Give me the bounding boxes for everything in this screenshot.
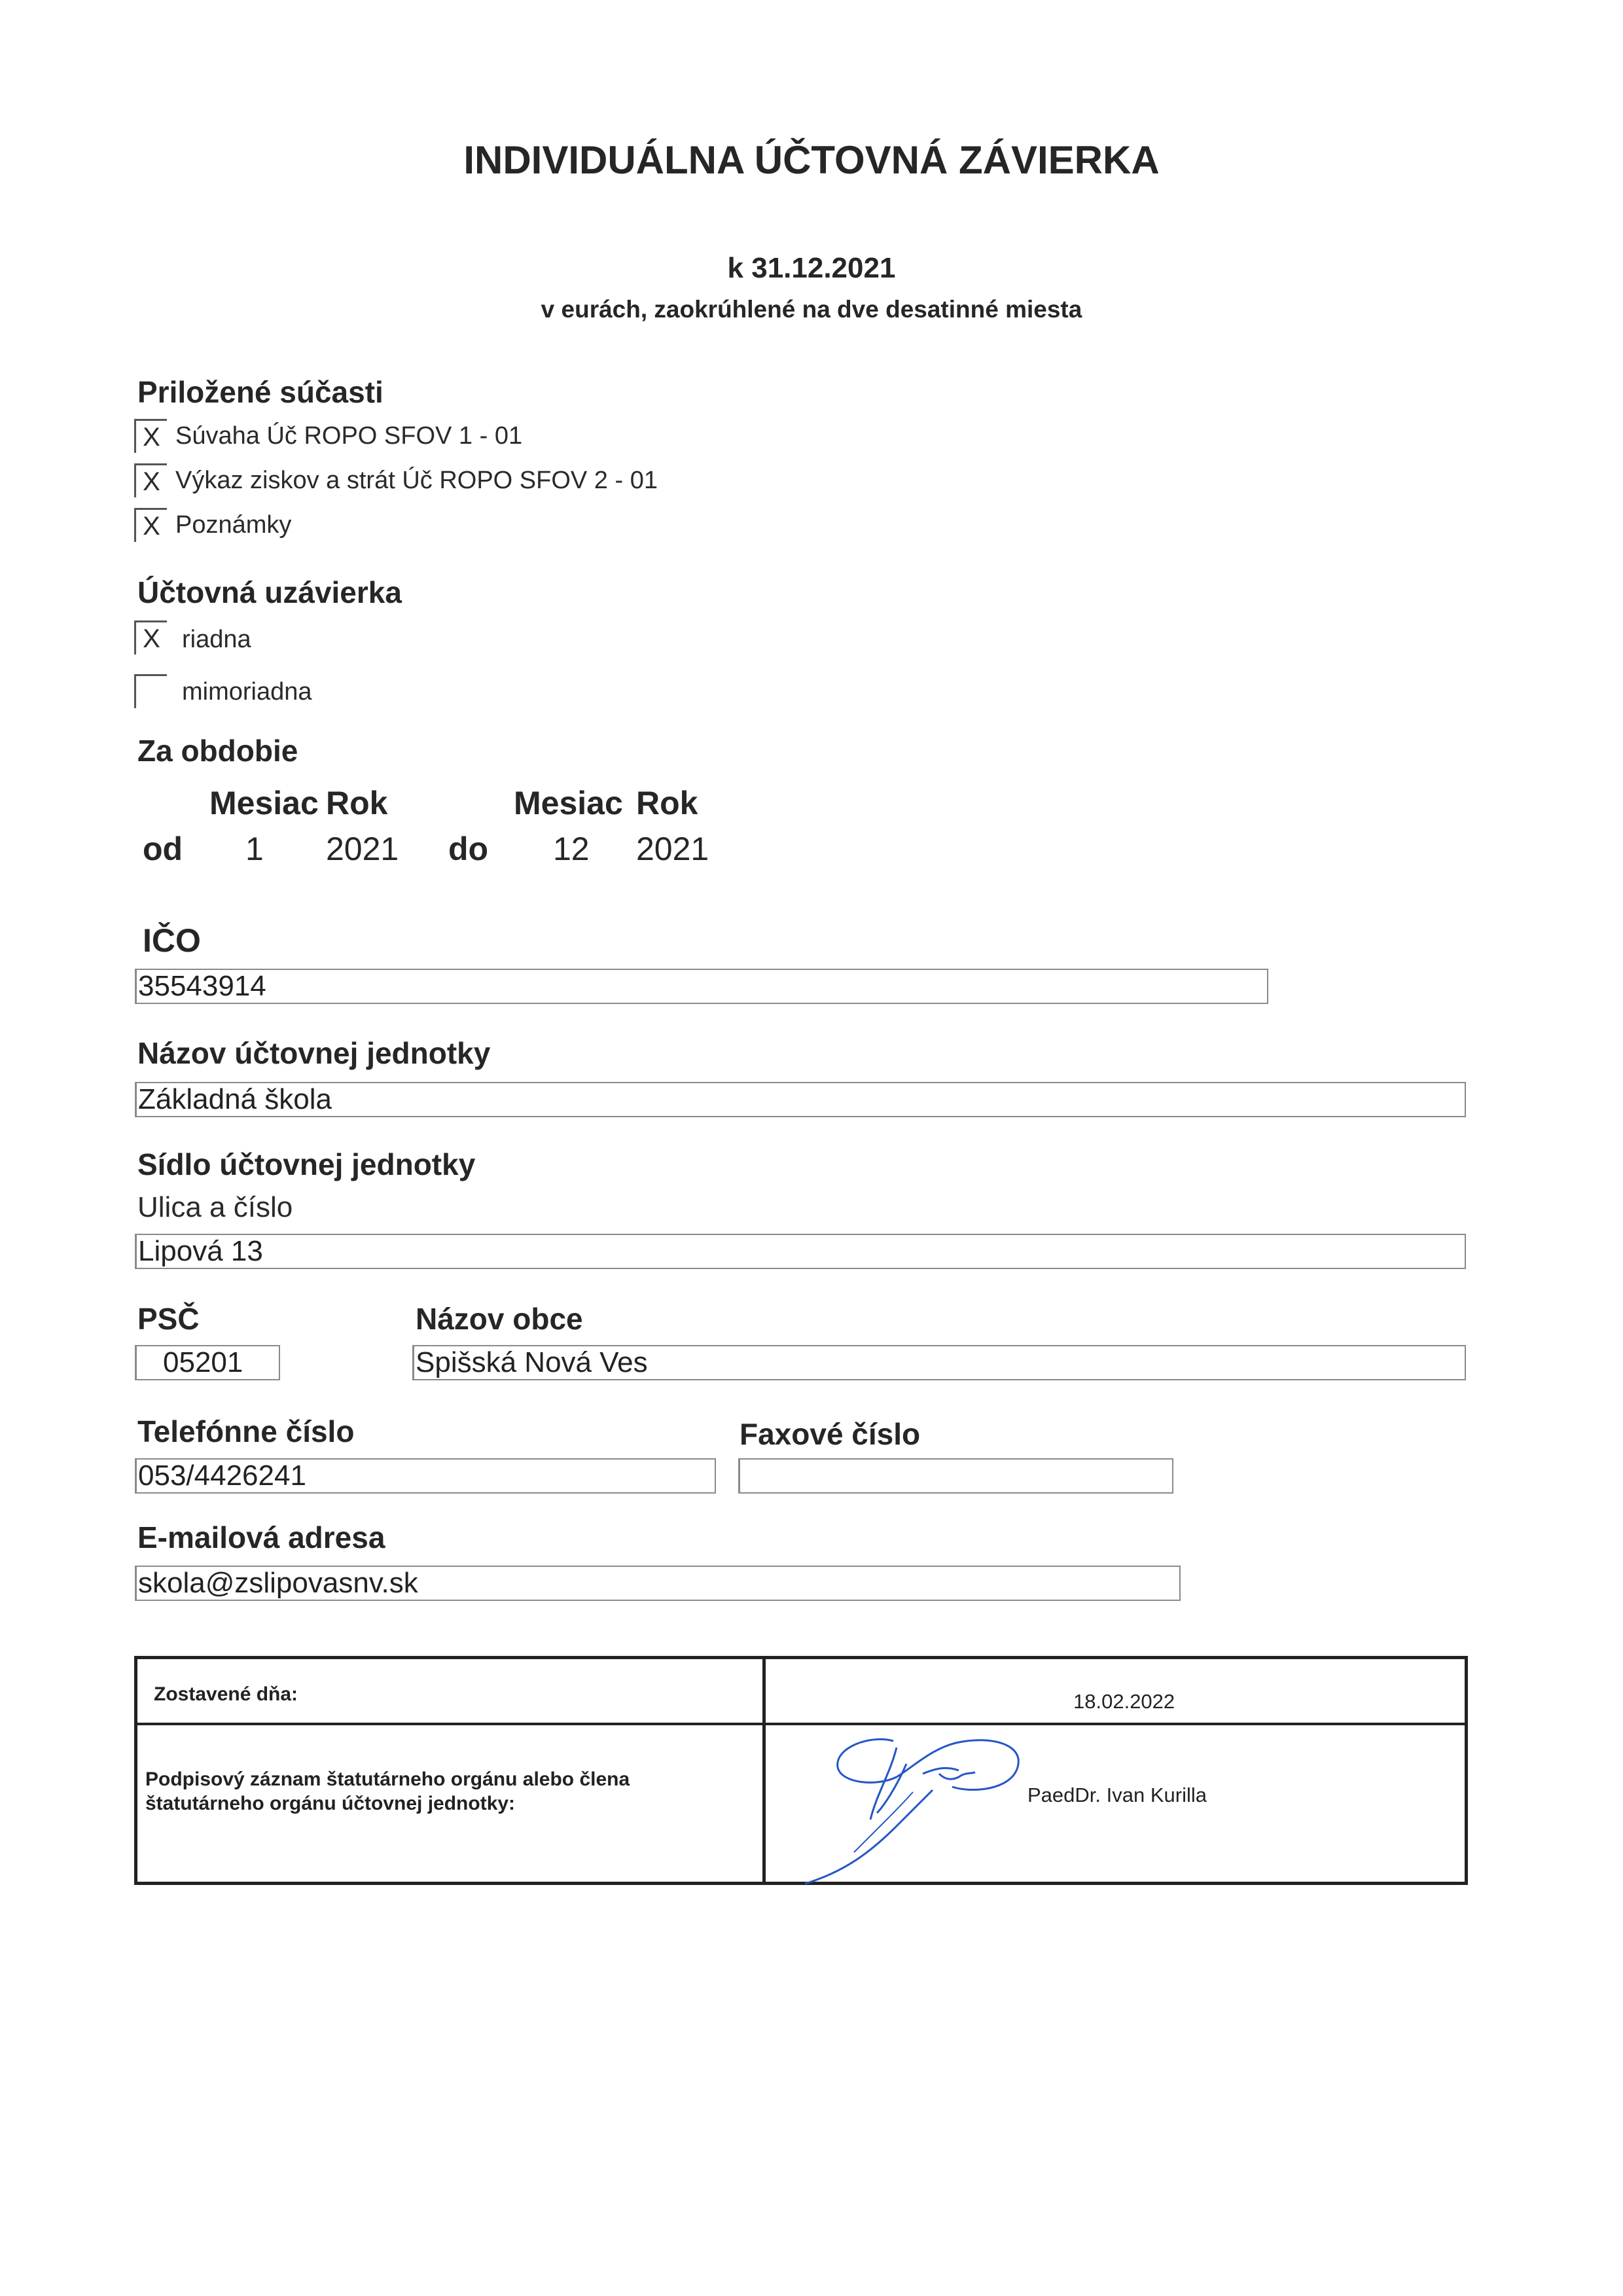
handwritten-signature xyxy=(798,1715,1047,1885)
to-year-label: Rok xyxy=(636,785,698,821)
to-year-value: 2021 xyxy=(636,831,709,867)
from-month-label: Mesiac xyxy=(209,785,319,821)
checkbox-balance-sheet[interactable]: X xyxy=(134,419,167,453)
ico-label: IČO xyxy=(143,922,201,959)
checkbox-label-extraordinary: mimoriadna xyxy=(182,678,312,706)
fax-field[interactable] xyxy=(738,1458,1173,1494)
unit-name-label: Názov účtovnej jednotky xyxy=(137,1036,491,1070)
compiled-date-label: Zostavené dňa: xyxy=(154,1683,298,1705)
document-title: INDIVIDUÁLNA ÚČTOVNÁ ZÁVIERKA xyxy=(463,138,1160,182)
signer-name: PaedDr. Ivan Kurilla xyxy=(1027,1784,1207,1806)
city-label: Názov obce xyxy=(416,1302,583,1336)
closing-heading: Účtovná uzávierka xyxy=(137,575,402,609)
street-label: Ulica a číslo xyxy=(137,1191,293,1223)
to-label: do xyxy=(448,831,489,867)
from-label: od xyxy=(143,831,183,867)
checkbox-profit-loss[interactable]: X xyxy=(134,463,167,497)
checkbox-label-profit-loss: Výkaz ziskov a strát Úč ROPO SFOV 2 - 01 xyxy=(175,467,658,494)
to-month-label: Mesiac xyxy=(514,785,623,821)
currency-note: v eurách, zaokrúhlené na dve desatinné miesta xyxy=(541,296,1082,323)
seat-heading: Sídlo účtovnej jednotky xyxy=(137,1147,476,1181)
email-field[interactable]: skola@zslipovasnv.sk xyxy=(135,1566,1181,1601)
ico-field[interactable]: 35543914 xyxy=(135,969,1268,1004)
psc-label: PSČ xyxy=(137,1302,200,1336)
phone-field[interactable]: 053/4426241 xyxy=(135,1458,716,1494)
report-date: k 31.12.2021 xyxy=(727,252,896,284)
email-label: E-mailová adresa xyxy=(137,1520,385,1554)
street-field[interactable]: Lipová 13 xyxy=(135,1234,1466,1269)
checkbox-regular[interactable]: X xyxy=(134,620,167,655)
checkbox-notes[interactable]: X xyxy=(134,508,167,542)
fax-label: Faxové číslo xyxy=(740,1417,921,1451)
attachments-heading: Priložené súčasti xyxy=(137,375,383,409)
unit-name-field[interactable]: Základná škola xyxy=(135,1082,1466,1117)
checkbox-extraordinary[interactable] xyxy=(134,674,167,708)
period-heading: Za obdobie xyxy=(137,734,298,768)
city-field[interactable]: Spišská Nová Ves xyxy=(412,1345,1466,1380)
psc-field[interactable]: 05201 xyxy=(135,1345,280,1380)
checkbox-label-regular: riadna xyxy=(182,626,251,653)
checkbox-label-balance-sheet: Súvaha Úč ROPO SFOV 1 - 01 xyxy=(175,422,523,450)
from-year-value: 2021 xyxy=(326,831,399,867)
signature-record-label: Podpisový záznam štatutárneho orgánu alebo člena štatutárneho orgánu účtovnej jednotky: xyxy=(145,1768,630,1814)
from-month-value: 1 xyxy=(245,831,264,867)
signature-table-divider xyxy=(762,1656,766,1885)
compiled-date-value: 18.02.2022 xyxy=(1073,1690,1175,1713)
from-year-label: Rok xyxy=(326,785,388,821)
to-month-value: 12 xyxy=(553,831,590,867)
checkbox-label-notes: Poznámky xyxy=(175,511,292,539)
phone-label: Telefónne číslo xyxy=(137,1414,355,1448)
